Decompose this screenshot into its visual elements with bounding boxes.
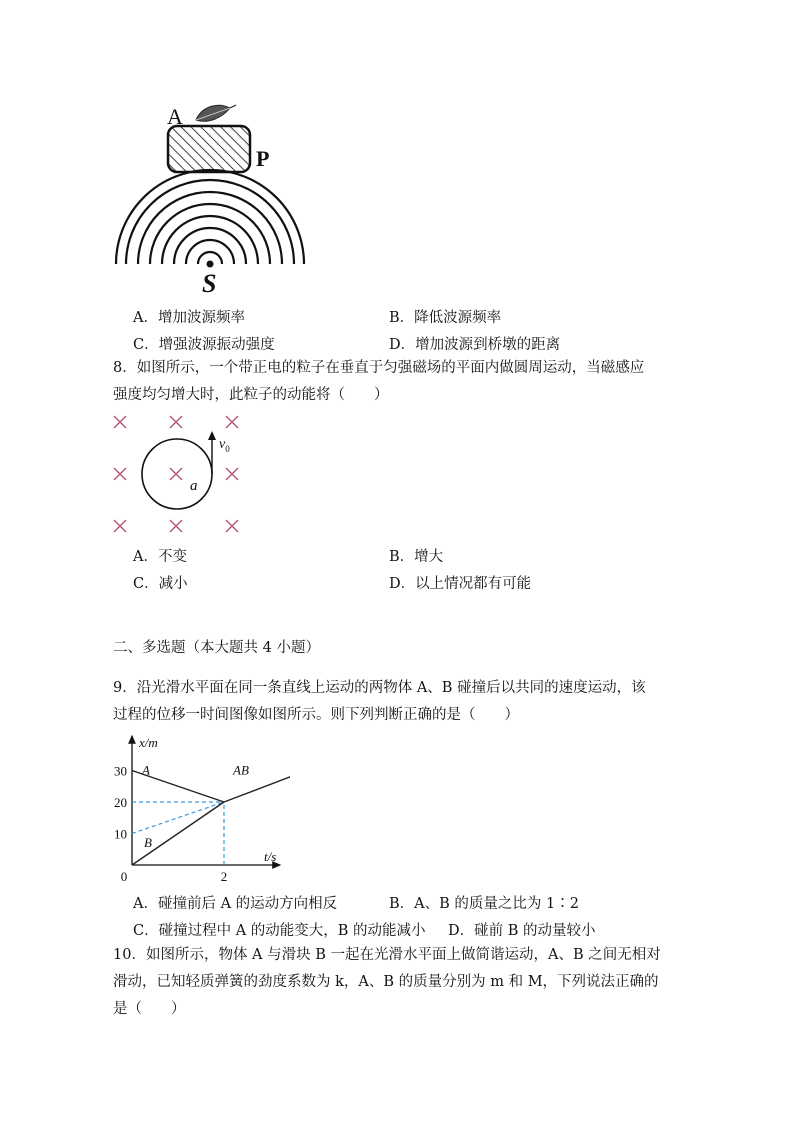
q10-text-line2: 滑动，已知轻质弹簧的劲度系数为 k，A、B 的质量分别为 m 和 M，下列说法正确的 <box>113 974 659 990</box>
x-tick-0: 0 <box>120 869 128 884</box>
series-label-A: A <box>142 762 150 778</box>
q7-option-d[interactable]: D．增加波源到桥墩的距离 <box>389 337 561 353</box>
y-tick-10: 10 <box>114 826 127 842</box>
q7-option-b[interactable]: B．降低波源频率 <box>389 310 502 326</box>
v0-label: $v_0$ <box>219 437 230 454</box>
q8-text-line2: 强度均匀增大时，此粒子的动能将（ ） <box>113 387 389 403</box>
q8-option-d[interactable]: D．以上情况都有可能 <box>389 576 532 592</box>
q7-option-c[interactable]: C．增强波源振动强度 <box>133 337 275 353</box>
pier-block <box>168 126 250 172</box>
displacement-time-chart <box>108 730 290 885</box>
q9-option-a[interactable]: A．碰撞前后 A 的运动方向相反 <box>133 896 338 912</box>
field-cross-marks <box>114 416 238 532</box>
series-label-AB: AB <box>233 762 249 778</box>
charge-label-a: a <box>190 478 198 494</box>
q10-text-line3: 是（ ） <box>113 1001 186 1017</box>
magnetic-field-figure <box>108 410 248 535</box>
particle-orbit <box>142 439 212 509</box>
q9-text-line2: 过程的位移一时间图像如图所示。则下列判断正确的是（ ） <box>113 707 519 723</box>
q9-option-b[interactable]: B．A、B 的质量之比为 1∶2 <box>389 896 579 912</box>
y-axis-label: x/m <box>139 735 158 750</box>
guide-line-2 <box>132 802 224 834</box>
section-heading: 二、多选题（本大题共 4 小题） <box>113 640 320 656</box>
source-dot <box>207 261 214 268</box>
label-s: S <box>202 269 217 296</box>
series-line-B <box>132 802 224 865</box>
q9-text-line1: 9．沿光滑水平面在同一条直线上运动的两物体 A、B 碰撞后以共同的速度运动，该 <box>113 680 646 696</box>
q7-option-a[interactable]: A．增加波源频率 <box>133 310 245 326</box>
x-axis-label: t/s <box>264 849 277 864</box>
q8-option-b[interactable]: B．增大 <box>389 549 444 565</box>
y-tick-30: 30 <box>114 763 127 779</box>
q8-option-a[interactable]: A．不变 <box>133 549 187 565</box>
wave-fronts <box>116 170 304 264</box>
velocity-arrow <box>208 431 216 474</box>
q8-text-line1: 8．如图所示，一个带正电的粒子在垂直于匀强磁场的平面内做圆周运动，当磁感应 <box>113 360 645 376</box>
q9-option-c[interactable]: C．碰撞过程中 A 的动能变大，B 的动能减小 <box>133 923 426 939</box>
q10-text-line1: 10．如图所示，物体 A 与滑块 B 一起在光滑水平面上做简谐运动，A、B 之间无相对 <box>113 947 661 963</box>
x-tick-2: 2 <box>220 869 228 884</box>
q9-option-d[interactable]: D．碰前 B 的动量较小 <box>448 923 596 939</box>
q8-option-c[interactable]: C．减小 <box>133 576 188 592</box>
series-label-B: B <box>144 834 152 850</box>
label-p: P <box>256 146 270 171</box>
leaf-icon <box>196 105 236 121</box>
wave-diffraction-figure <box>110 96 310 296</box>
y-tick-20: 20 <box>114 795 127 810</box>
label-a: A <box>167 104 183 129</box>
